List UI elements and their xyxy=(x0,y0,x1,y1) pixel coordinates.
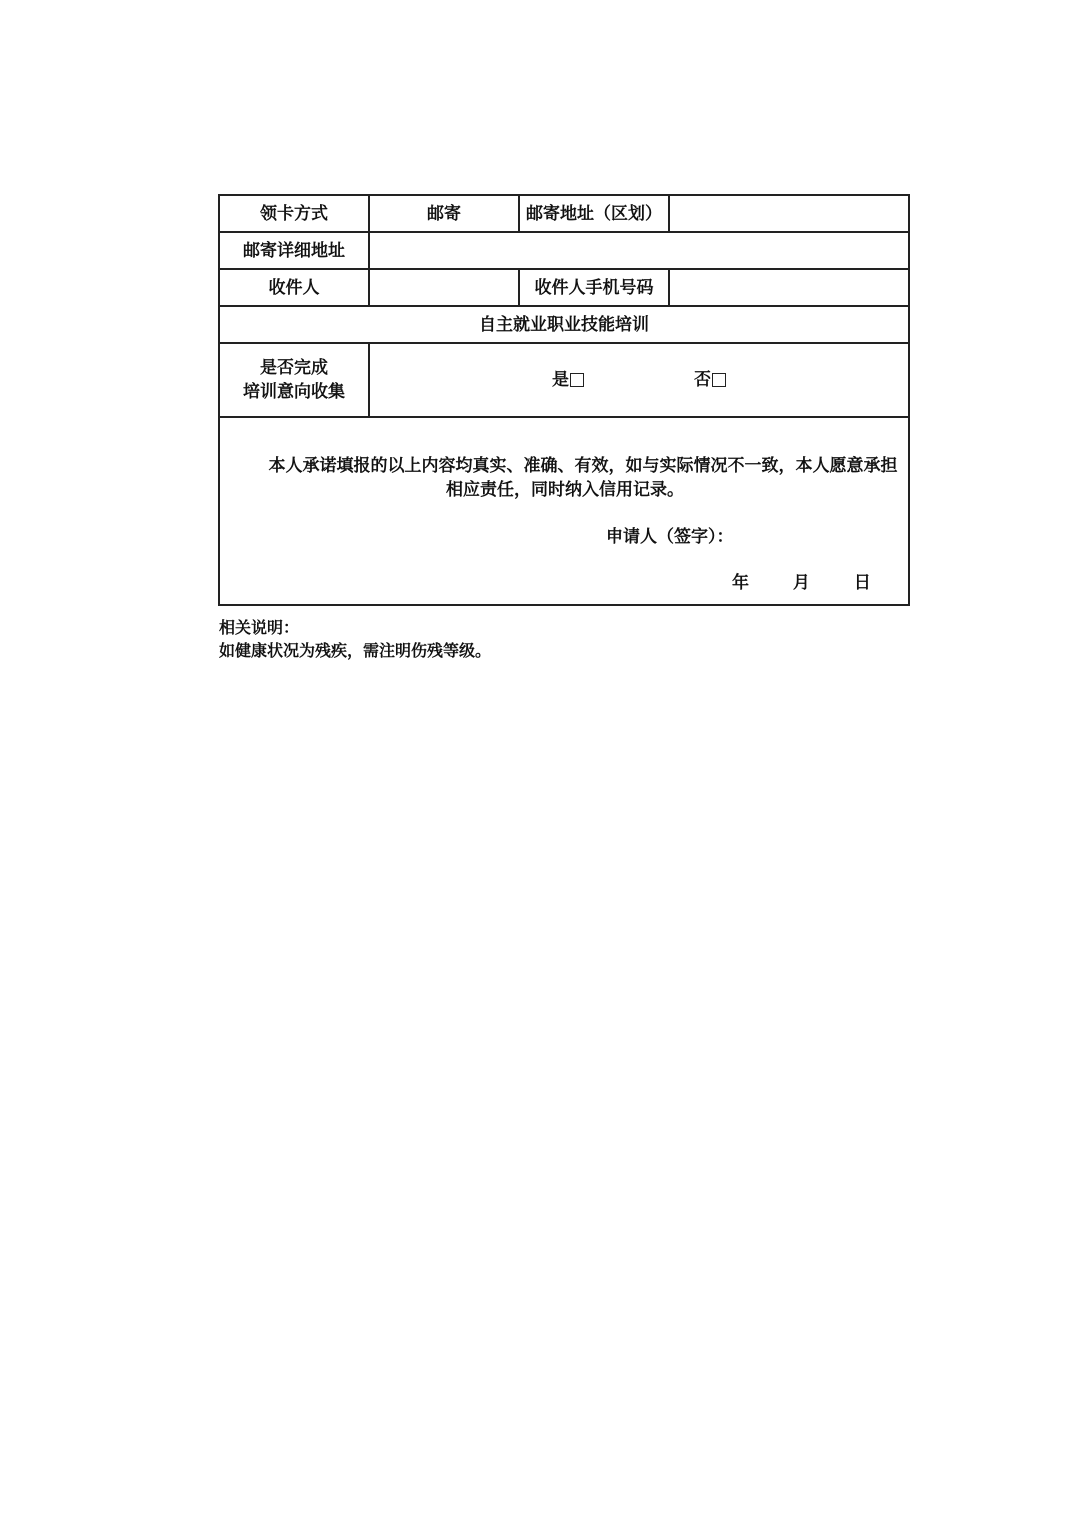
recipient-phone-label: 收件人手机号码 xyxy=(519,269,669,306)
mail-detail-label: 邮寄详细地址 xyxy=(219,232,369,269)
mail-detail-field[interactable] xyxy=(369,232,909,269)
notes-section xyxy=(219,616,491,662)
mail-area-field[interactable] xyxy=(669,195,909,232)
training-intent-row xyxy=(219,343,909,417)
applicant-signature-label: 申请人（签字）： xyxy=(606,527,734,547)
notes-title: 相关说明： xyxy=(219,618,300,637)
section-title-row xyxy=(219,306,909,343)
recipient-phone-field[interactable] xyxy=(669,269,909,306)
option-no-checkbox[interactable] xyxy=(712,373,726,387)
recipient-label: 收件人 xyxy=(219,269,369,306)
mail-detail-row xyxy=(219,232,909,269)
option-yes-checkbox[interactable] xyxy=(570,373,584,387)
training-intent-label-line2: 培训意向收集 xyxy=(243,382,345,402)
training-intent-label-line1: 是否完成 xyxy=(260,358,328,378)
pledge-cell xyxy=(219,417,909,605)
date-day-label: 日 xyxy=(853,573,871,593)
training-intent-options xyxy=(369,343,909,417)
recipient-row xyxy=(219,269,909,306)
collect-method-value[interactable]: 邮寄 xyxy=(369,195,519,232)
mail-area-label: 邮寄地址（区划） xyxy=(519,195,669,232)
collect-method-label: 领卡方式 xyxy=(219,195,369,232)
option-yes[interactable] xyxy=(552,369,584,391)
option-yes-label: 是 xyxy=(552,370,569,390)
pledge-statement: 本人承诺填报的以上内容均真实、准确、有效，如与实际情况不一致，本人愿意承担相应责任，同时纳入信用记录。 xyxy=(268,456,898,500)
signature-date xyxy=(732,572,871,594)
card-collection-form xyxy=(218,194,910,606)
option-no[interactable] xyxy=(694,369,726,391)
recipient-field[interactable] xyxy=(369,269,519,306)
date-month-label: 月 xyxy=(792,573,810,593)
collect-method-row xyxy=(219,195,909,232)
training-intent-label xyxy=(219,343,369,417)
pledge-row xyxy=(219,417,909,605)
notes-line: 如健康状况为残疾，需注明伤残等级。 xyxy=(219,641,492,660)
section-title: 自主就业职业技能培训 xyxy=(219,306,909,343)
option-no-label: 否 xyxy=(694,370,711,390)
date-year-label: 年 xyxy=(732,573,749,593)
